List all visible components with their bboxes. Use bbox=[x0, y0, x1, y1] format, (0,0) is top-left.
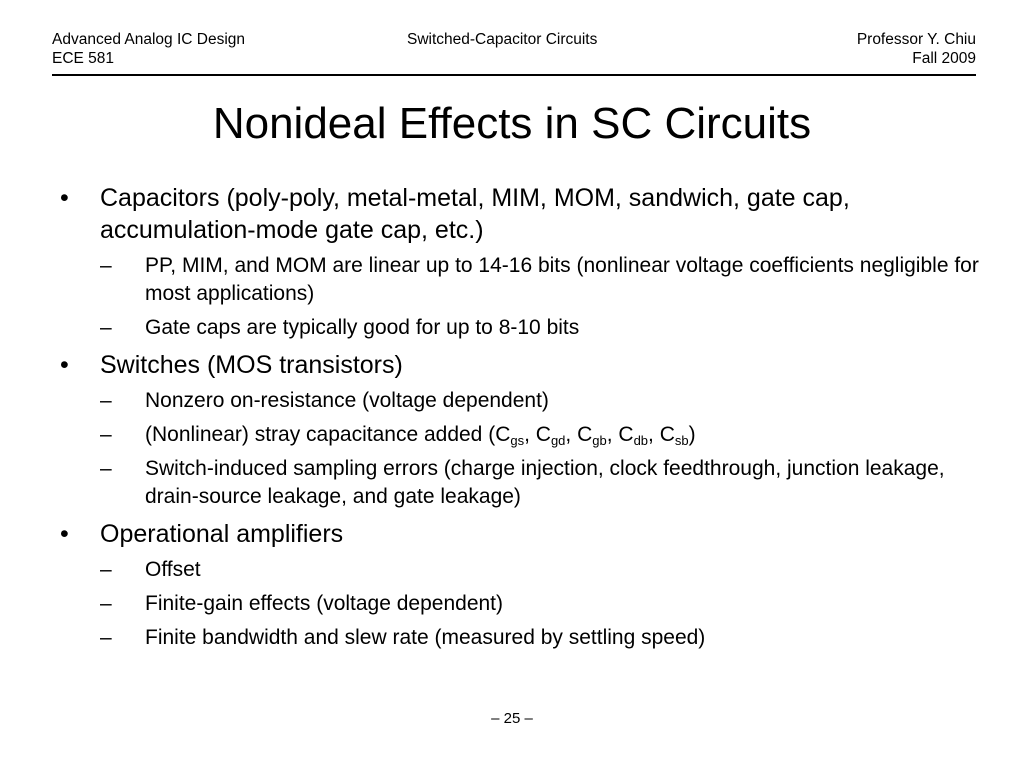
sub-bullet-list bbox=[100, 252, 980, 342]
sub-bullet-text: Finite-gain effects (voltage dependent) bbox=[145, 592, 504, 615]
header-left bbox=[52, 30, 245, 68]
capacitance-subscript: gb bbox=[592, 433, 607, 448]
capacitance-subscript: gs bbox=[510, 433, 525, 448]
header-divider bbox=[52, 74, 976, 76]
slide-header bbox=[52, 30, 976, 76]
instructor-name: Professor Y. Chiu bbox=[856, 31, 976, 48]
sub-bullet-text: Nonzero on-resistance (voltage dependent) bbox=[145, 389, 549, 412]
sub-bullet-marker: – bbox=[100, 316, 112, 339]
sub-bullet-marker: – bbox=[100, 389, 112, 412]
lecture-topic: Switched-Capacitor Circuits bbox=[407, 31, 598, 48]
sub-bullet-list bbox=[100, 556, 980, 652]
sub-bullet-text: Switch-induced sampling errors (charge injection, clock feedthrough, junction leakage, drain-source leakage, and gate leakage) bbox=[145, 457, 945, 508]
sub-bullet-item bbox=[100, 590, 980, 618]
bullet-item bbox=[60, 349, 980, 511]
bullet-marker: • bbox=[60, 520, 69, 548]
capacitance-subscript: gd bbox=[550, 433, 566, 448]
sub-bullet-marker: – bbox=[100, 423, 112, 446]
sub-bullet-marker: – bbox=[100, 254, 112, 277]
slide-title: Nonideal Effects in SC Circuits bbox=[212, 99, 812, 148]
header-center bbox=[407, 30, 597, 49]
bullet-marker: • bbox=[60, 184, 69, 212]
sub-bullet-marker: – bbox=[100, 592, 112, 615]
course-title: Advanced Analog IC Design bbox=[52, 31, 246, 48]
sub-bullet-item bbox=[100, 252, 980, 308]
sub-bullet-text: Gate caps are typically good for up to 8-10 bits bbox=[145, 316, 580, 339]
bullet-item bbox=[60, 518, 980, 652]
header-right bbox=[857, 30, 976, 68]
bullet-text: Operational amplifiers bbox=[100, 520, 344, 548]
semester: Fall 2009 bbox=[912, 50, 976, 67]
bullet-text: Capacitors (poly-poly, metal-metal, MIM, MOM, sandwich, gate cap, accumulation-mode gate cap, etc.) bbox=[100, 184, 850, 244]
sub-bullet-marker: – bbox=[100, 558, 112, 581]
bullet-text: Switches (MOS transistors) bbox=[100, 351, 403, 379]
sub-bullet-text: PP, MIM, and MOM are linear up to 14-16 bits (nonlinear voltage coefficients negligible for most applications) bbox=[145, 254, 979, 305]
sub-bullet-list bbox=[100, 387, 980, 511]
sub-bullet-text: Finite bandwidth and slew rate (measured by settling speed) bbox=[145, 626, 706, 649]
sub-bullet-marker: – bbox=[100, 457, 112, 480]
slide-content bbox=[60, 182, 980, 658]
sub-bullet-text: Offset bbox=[145, 558, 201, 581]
capacitance-subscript: sb bbox=[674, 433, 689, 448]
sub-bullet-text: (Nonlinear) stray capacitance added ($C_{gs}$, $C_{gd}$, $C_{gb}$, $C_{db}$, $C_{sb}$) bbox=[145, 423, 696, 448]
sub-bullet-item bbox=[100, 314, 980, 342]
bullet-marker: • bbox=[60, 351, 69, 379]
page-number: – 25 – bbox=[491, 710, 533, 727]
course-number: ECE 581 bbox=[52, 50, 115, 67]
sub-bullet-marker: – bbox=[100, 626, 112, 649]
sub-bullet-item bbox=[100, 387, 980, 415]
capacitance-subscript: db bbox=[633, 433, 649, 448]
sub-bullet-item bbox=[100, 455, 980, 511]
sub-bullet-item bbox=[100, 421, 980, 449]
bullet-item bbox=[60, 182, 980, 342]
sub-bullet-item bbox=[100, 556, 980, 584]
sub-bullet-item bbox=[100, 624, 980, 652]
